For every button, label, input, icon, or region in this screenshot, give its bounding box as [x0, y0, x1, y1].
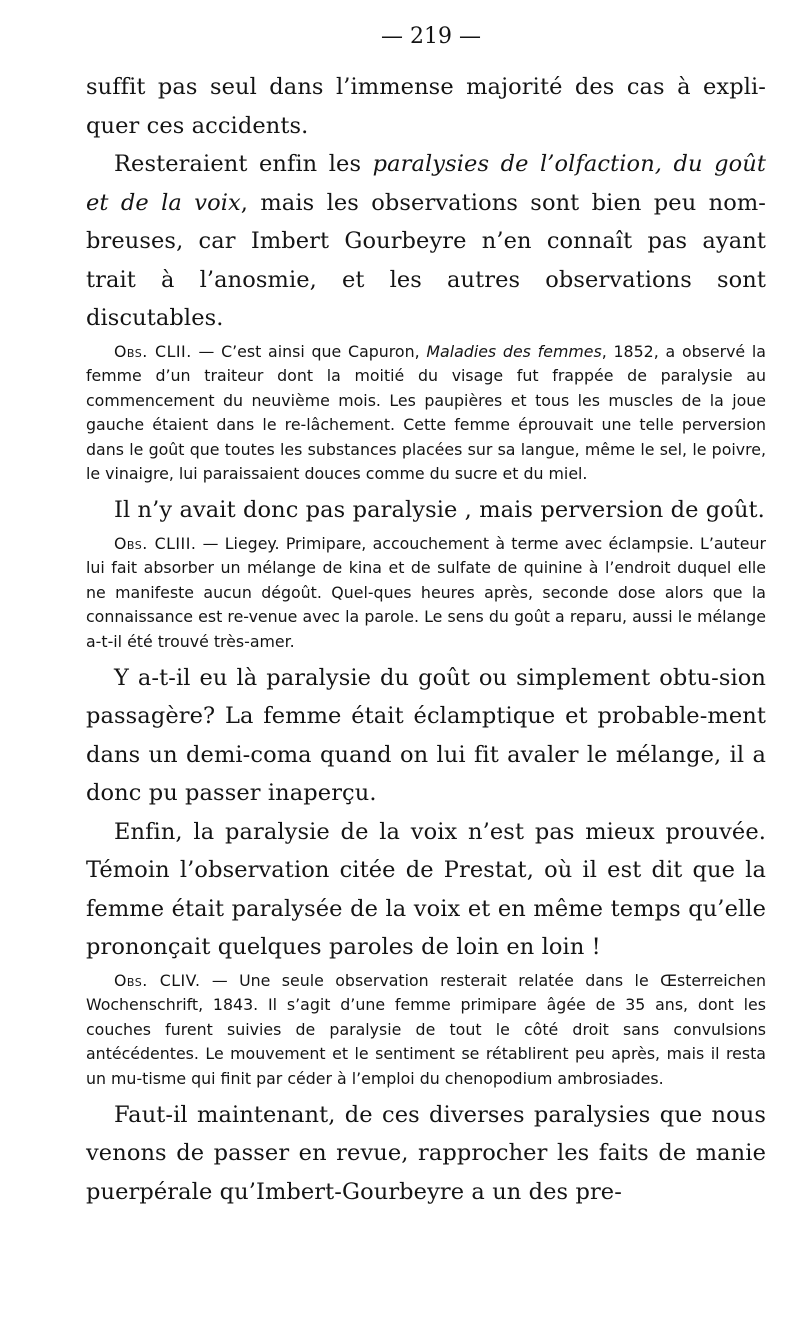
- paragraph-obtusion: Y a-t-il eu là paralysie du goût ou simplement obtu-sion passagère? La femme était éclamptique et probable-ment dans un demi-coma quand on lui fit avaler le mélange, il a donc pu passer inaperçu.: [86, 664, 766, 807]
- page-number: — 219 —: [381, 24, 481, 49]
- text-run: Resteraient enfin les: [114, 151, 373, 177]
- observation-cliv: [86, 969, 766, 1092]
- italic-phrase: paralysies de l’olfaction, du goût et de la voix: [86, 151, 766, 216]
- text-run: , 1852, a observé la femme d’un traiteur dont la moitié du visage fut frappée de paralysie au commencement du neuvième mois. Les paupières et tous les muscles de la joue gauche étaient dans le re-lâchement. Cette femme éprouvait une telle perversion dans le goût que toutes les substances placées sur sa langue, même le sel, le poivre, le vinaigre, lui paraissaient douces comme du sucre et du miel.: [86, 341, 766, 484]
- text-run: — Liegey. Primipare, accouchement à terme avec éclampsie. L’auteur lui fait absorber un mélange de kina et de sulfate de quinine à l’endroit duquel elle ne manifeste aucun dégoût. Quel-ques heures après, seconde dose alors que la connaissance est re-venue avec la parole. Le sens du goût a reparu, aussi le mélange a-t-il été trouvé très-amer.: [86, 533, 766, 651]
- observation-cliii: [86, 532, 766, 655]
- text-run: , mais les observations sont bien peu nom-breuses, car Imbert Gourbeyre n’en connaît pas ayant trait à l’anosmie, et les autres observations sont discutables.: [86, 189, 766, 331]
- paragraph-paralysies: [86, 145, 766, 338]
- observation-label: Obs. CLII.: [114, 341, 192, 361]
- observation-clii: [86, 340, 766, 488]
- observation-label: Obs. CLIV.: [114, 970, 201, 990]
- text-run: — Une seule observation resterait relatée dans le Œsterreichen Wochenschrift, 1843. Il s’agit d’une femme primipare âgée de 35 ans, dont les couches furent suivies de paralysie de tout le côté droit sans convulsions antécédentes. Le mouvement et le sentiment se rétablirent peu après, mais il resta un mu-tisme qui finit par céder à l’emploi du chenopodium ambrosiades.: [86, 970, 767, 1088]
- paragraph-voix: Enfin, la paralysie de la voix n’est pas mieux prouvée. Témoin l’observation citée de Prestat, où il est dit que la femme était paralysée de la voix et en même temps qu’elle prononçait quelques paroles de loin en loin !: [86, 818, 766, 961]
- italic-title: Maladies des femmes: [426, 341, 602, 361]
- observation-label: Obs. CLIII.: [114, 533, 197, 553]
- paragraph-continuation: suffit pas seul dans l’immense majorité des cas à expli-quer ces accidents.: [86, 74, 766, 139]
- paragraph-manie: Faut-il maintenant, de ces diverses paralysies que nous venons de passer en revue, rapprocher les faits de manie puerpérale qu’Imbert-Gourbeyre a un des pre-: [86, 1101, 766, 1205]
- paragraph-perversion: Il n’y avait donc pas paralysie , mais perversion de goût.: [114, 497, 765, 524]
- book-page: [86, 22, 766, 1211]
- text-run: — C’est ainsi que Capuron,: [191, 341, 427, 361]
